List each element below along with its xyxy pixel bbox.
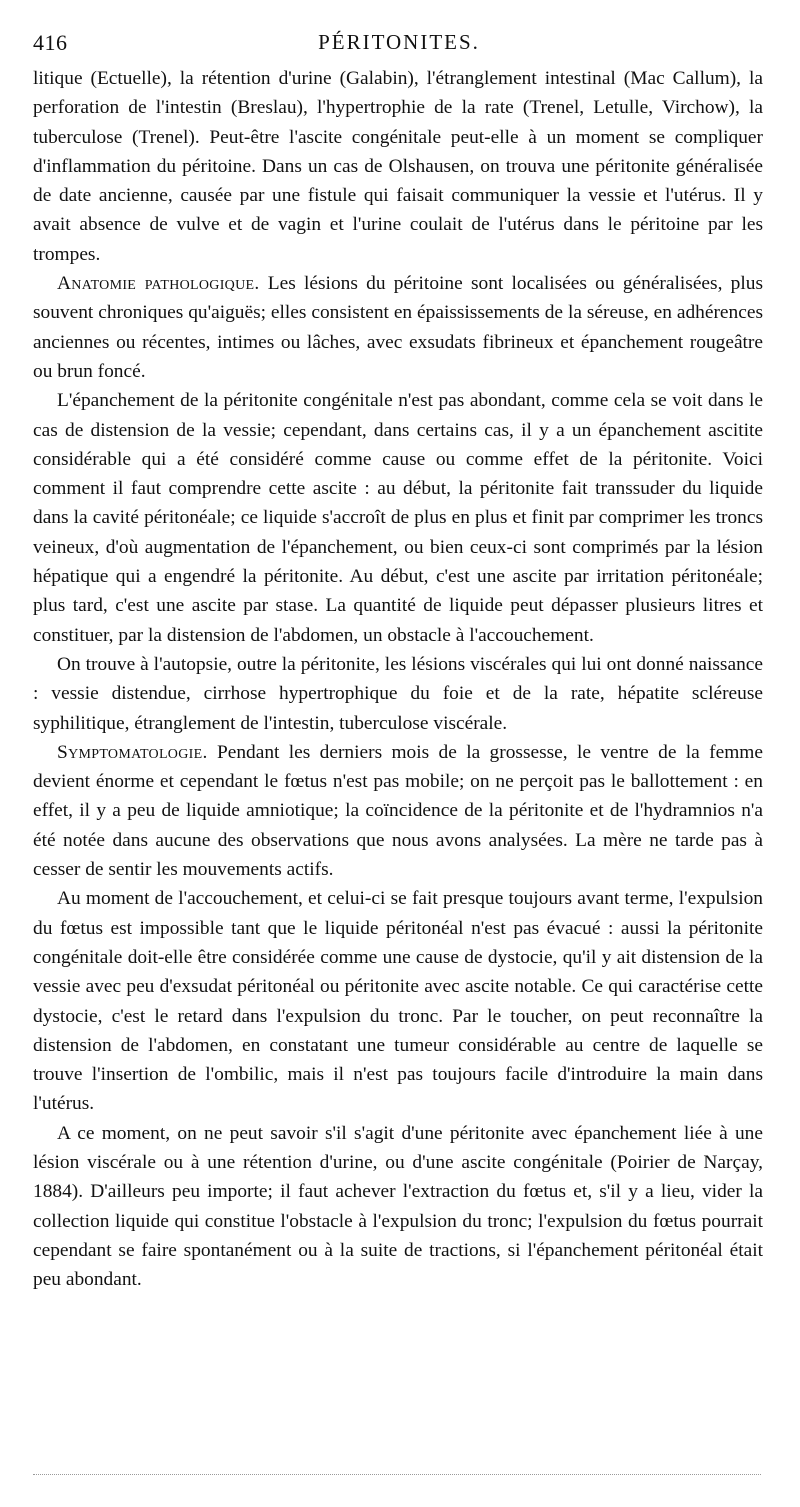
body-text [33, 64, 763, 1294]
running-title: PÉRITONITES. [318, 30, 480, 54]
paragraph-anatomie-text: Les lésions du péritoine sont localisées ou généralisées, plus souvent chroniques qu'aiguës; elles consistent en épaississements de la séreuse, en adhérences anciennes ou récentes, intimes ou lâches, avec exsudats fibrineux et épanchement rougeâtre ou brun foncé. [33, 273, 764, 382]
paragraph-accouchement: Au moment de l'accouchement, et celui-ci se fait presque toujours avant terme, l'expulsion du fœtus est impossible tant que le liquide péritonéal n'est pas évacué : aussi la péritonite congénitale doit-elle être considérée comme une cause de dystocie, qu'il y ait distension de la vessie avec peu d'exsudat péritonéal ou péritonite avec ascite notable. Ce qui caractérise cette dystocie, c'est le retard dans l'expulsion du tronc. Par le toucher, on peut reconnaître la distension de l'abdomen, en constatant une tumeur considérable au centre de laquelle se trouve l'insertion de l'ombilic, mais il n'est pas toujours facile d'introduire la main dans l'utérus. [33, 888, 763, 1115]
page-number: 416 [33, 30, 68, 55]
footer-dotted-rule [33, 1474, 761, 1475]
paragraph-continuation: litique (Ectuelle), la rétention d'urine (Galabin), l'étranglement intestinal (Mac Callum), la perforation de l'intestin (Breslau), l'hypertrophie de la rate (Trenel, Letulle, Virchow), la tuberculose (Trenel). Peut-être l'ascite congénitale peut-elle à un moment se compliquer d'inflammation du péritoine. Dans un cas de Olshausen, on trouva une péritonite généralisée de date ancienne, causée par une fistule qui faisait communiquer la vessie et l'utérus. Il y avait absence de vulve et de vagin et l'urine coulait de l'utérus dans le péritoine par les trompes. [33, 68, 763, 265]
paragraph-epanchement: L'épanchement de la péritonite congénitale n'est pas abondant, comme cela se voit dans le cas de distension de la vessie; cependant, dans certains cas, il y a un épanchement ascitite considérable qui a été considéré comme cause ou comme effet de la péritonite. Voici comment il faut comprendre cette ascite : au début, la péritonite fait transsuder du liquide dans la cavité péritonéale; ce liquide s'accroît de plus en plus et finit par comprimer les troncs veineux, d'où augmentation de l'épanchement, ou bien ceux-ci sont comprimés par la lésion hépatique qui a engendré la péritonite. Au début, c'est une ascite par irritation péritonéale; plus tard, c'est une ascite par stase. La quantité de liquide peut dépasser plusieurs litres et constituer, par la distension de l'abdomen, un obstacle à l'accouchement. [33, 390, 763, 646]
paragraph-symptomatologie-text: Pendant les derniers mois de la grossesse, le ventre de la femme devient énorme et cependant le fœtus n'est pas mobile; on ne perçoit pas le ballottement : en effet, il y a peu de liquide amniotique; la coïncidence de la péritonite et de l'hydramnios n'a été notée dans aucune des observations que nous avons analysées. La mère ne tarde pas à cesser de sentir les mouvements actifs. [33, 741, 763, 881]
section-heading-symptomatologie: Symptomatologie. [57, 741, 208, 763]
paragraph-symptomatologie [33, 738, 763, 884]
paragraph-extraction: A ce moment, on ne peut savoir s'il s'agit d'une péritonite avec épanchement liée à une lésion viscérale ou à une rétention d'urine, ou d'une ascite congénitale (Poirier de Narçay, 1884). D'ailleurs peu importe; il faut achever l'extraction du fœtus et, s'il y a lieu, vider la collection liquide qui constitue l'obstacle à l'expulsion du tronc; l'expulsion du fœtus pourrait cependant se faire spontanément ou à la suite de tractions, si l'épanchement péritonéal était peu abondant. [33, 1122, 763, 1291]
paragraph-anatomie [33, 269, 763, 386]
running-head [33, 30, 765, 64]
paragraph-autopsie: On trouve à l'autopsie, outre la péritonite, les lésions viscérales qui lui ont donné naissance : vessie distendue, cirrhose hypertrophique du foie et de la rate, hépatite scléreuse syphilitique, étranglement de l'intestin, tuberculose viscérale. [33, 653, 763, 734]
section-heading-anatomie: Anatomie pathologique. [57, 273, 260, 295]
